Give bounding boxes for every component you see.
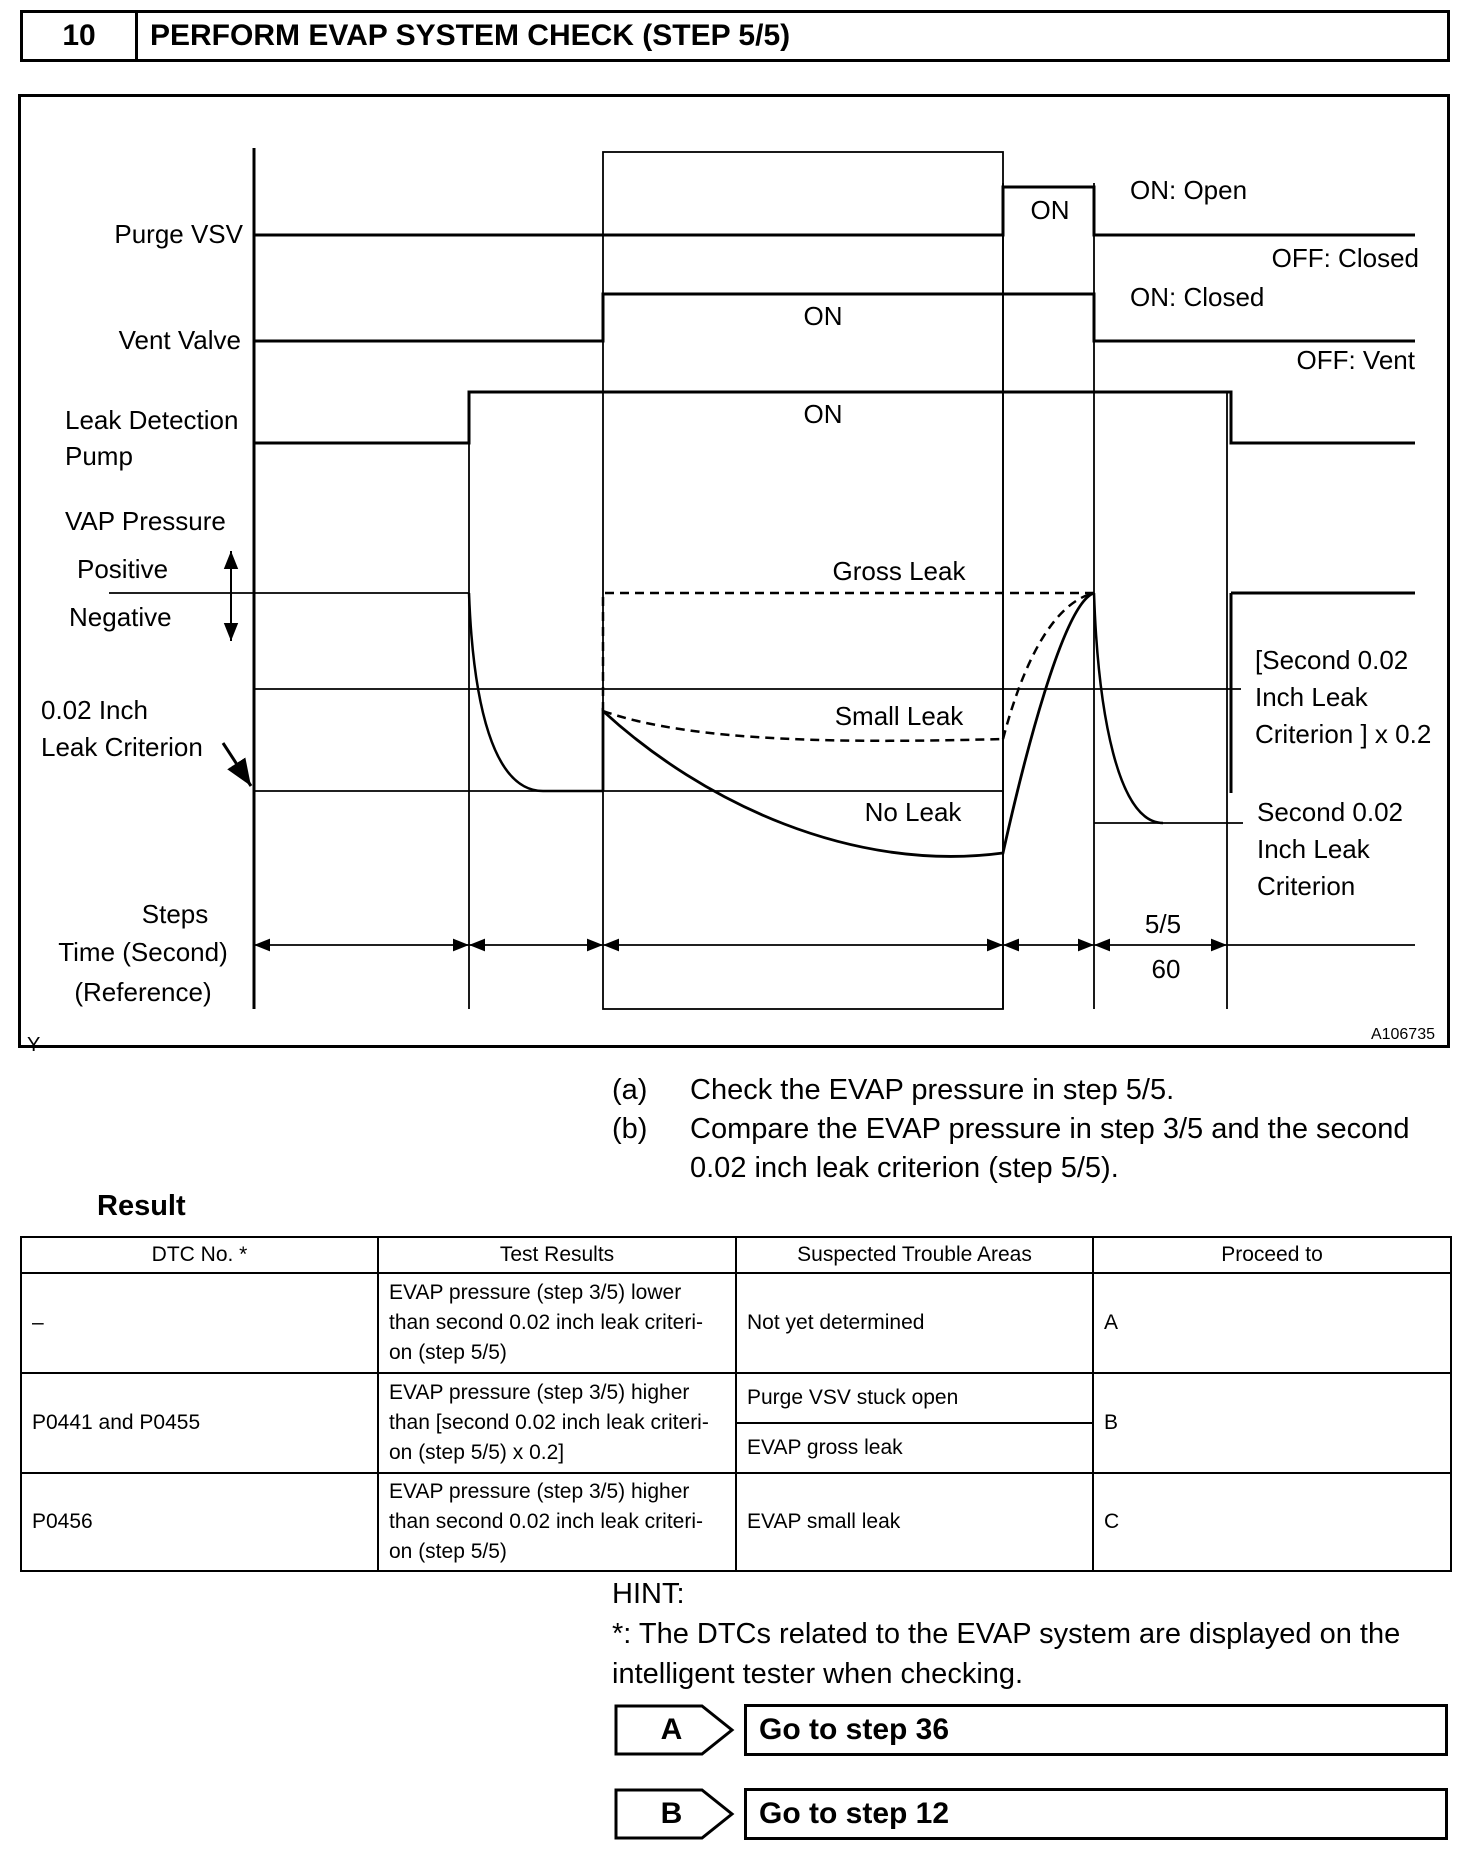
reference-label: (Reference) <box>74 977 212 1007</box>
small-leak-label: Small Leak <box>834 701 964 731</box>
area-cell: EVAP small leak <box>736 1473 1093 1571</box>
dtc-cell: P0456 <box>21 1473 378 1571</box>
instruction-a-text: Check the EVAP pressure in step 5/5. <box>690 1074 1175 1106</box>
table-row <box>21 1273 1451 1373</box>
criterion-label-2: Leak Criterion <box>41 732 203 762</box>
step-5-label: 5/5 <box>1144 909 1182 939</box>
area-cell: Purge VSV stuck open <box>736 1373 1093 1423</box>
gross-leak-curve <box>603 593 1094 711</box>
x02-criterion-label-3: Criterion ] x 0.2 <box>1255 719 1432 749</box>
goto-a[interactable] <box>614 1704 1454 1756</box>
step-number: 10 <box>23 13 138 59</box>
hint-text: *: The DTCs related to the EVAP system are displayed on the intelligent tester when checking. <box>612 1618 1401 1690</box>
purge-vsv-label: Purge VSV <box>114 219 243 249</box>
table-row <box>21 1373 1451 1423</box>
vent-off-label: OFF: Vent <box>1296 345 1415 375</box>
goto-a-text[interactable]: Go to step 36 <box>744 1704 1448 1756</box>
goto-b[interactable] <box>614 1788 1454 1840</box>
header-trouble-areas: Suspected Trouble Areas <box>736 1237 1093 1273</box>
step-header <box>20 10 1450 62</box>
vap-pressure-label: VAP Pressure <box>65 506 226 536</box>
proceed-cell: A <box>1093 1273 1451 1373</box>
y-mark: Y <box>27 1034 41 1051</box>
second-criterion-label-3: Criterion <box>1257 871 1356 901</box>
vent-on-box-label: ON <box>803 301 843 331</box>
step-title: PERFORM EVAP SYSTEM CHECK (STEP 5/5) <box>150 19 791 52</box>
hint <box>612 1574 1452 1694</box>
vent-on-label: ON: Closed <box>1130 282 1265 312</box>
header-dtc: DTC No. * <box>21 1237 378 1273</box>
proceed-cell: B <box>1093 1373 1451 1473</box>
test-cell: EVAP pressure (step 3/5) higher than [second 0.02 inch leak criteri-on (step 5/5) x 0.2] <box>378 1373 736 1473</box>
purge-on-label: ON: Open <box>1130 175 1248 205</box>
second-check-curve <box>1094 593 1163 823</box>
time-label: Time (Second) <box>58 937 228 967</box>
instruction-b-label: (b) <box>612 1113 648 1145</box>
dtc-cell: P0441 and P0455 <box>21 1373 378 1473</box>
instruction-b-text: Compare the EVAP pressure in step 3/5 and the second 0.02 inch leak criterion (step 5/5). <box>690 1113 1410 1184</box>
gross-leak-label: Gross Leak <box>832 556 966 586</box>
instruction-a-label: (a) <box>612 1074 648 1106</box>
purge-off-label: OFF: Closed <box>1271 243 1419 273</box>
instruction-b <box>612 1110 1452 1190</box>
result-table <box>20 1236 1452 1572</box>
time-60-label: 60 <box>1151 954 1181 984</box>
negative-label: Negative <box>69 602 172 632</box>
second-criterion-label-1: Second 0.02 <box>1257 797 1404 827</box>
result-title: Result <box>97 1190 186 1222</box>
pump-on-label: ON <box>803 399 843 429</box>
goto-b-text[interactable]: Go to step 12 <box>744 1788 1448 1840</box>
figure-id: A106735 <box>1370 1026 1435 1043</box>
area-cell: Not yet determined <box>736 1273 1093 1373</box>
criterion-label-1: 0.02 Inch <box>41 695 148 725</box>
test-cell: EVAP pressure (step 3/5) lower than second 0.02 inch leak criteri-on (step 5/5) <box>378 1273 736 1373</box>
test-cell: EVAP pressure (step 3/5) higher than second 0.02 inch leak criteri-on (step 5/5) <box>378 1473 736 1571</box>
x02-criterion-label-1: [Second 0.02 <box>1255 645 1409 675</box>
pump-label-2: Pump <box>65 441 133 471</box>
proceed-cell: C <box>1093 1473 1451 1571</box>
vent-valve-label: Vent Valve <box>118 325 241 355</box>
positive-label: Positive <box>77 554 169 584</box>
purge-on-box-label: ON <box>1030 195 1070 225</box>
table-row <box>21 1473 1451 1571</box>
timing-diagram-svg <box>21 97 1453 1051</box>
header-proceed: Proceed to <box>1093 1237 1451 1273</box>
pump-pressure-drop <box>469 593 603 791</box>
pump-label-1: Leak Detection <box>65 405 239 435</box>
second-criterion-label-2: Inch Leak <box>1257 834 1370 864</box>
goto-b-label: B <box>660 1797 683 1830</box>
hint-title: HINT: <box>612 1578 685 1610</box>
header-test-results: Test Results <box>378 1237 736 1273</box>
x02-criterion-label-2: Inch Leak <box>1255 682 1368 712</box>
dtc-cell: – <box>21 1273 378 1373</box>
table-header-row <box>21 1237 1451 1273</box>
steps-label: Steps <box>141 899 209 929</box>
instruction-a <box>612 1071 1452 1111</box>
timing-diagram <box>18 94 1450 1051</box>
no-leak-label: No Leak <box>864 797 962 827</box>
area-cell: EVAP gross leak <box>736 1423 1093 1473</box>
goto-a-label: A <box>660 1713 683 1746</box>
